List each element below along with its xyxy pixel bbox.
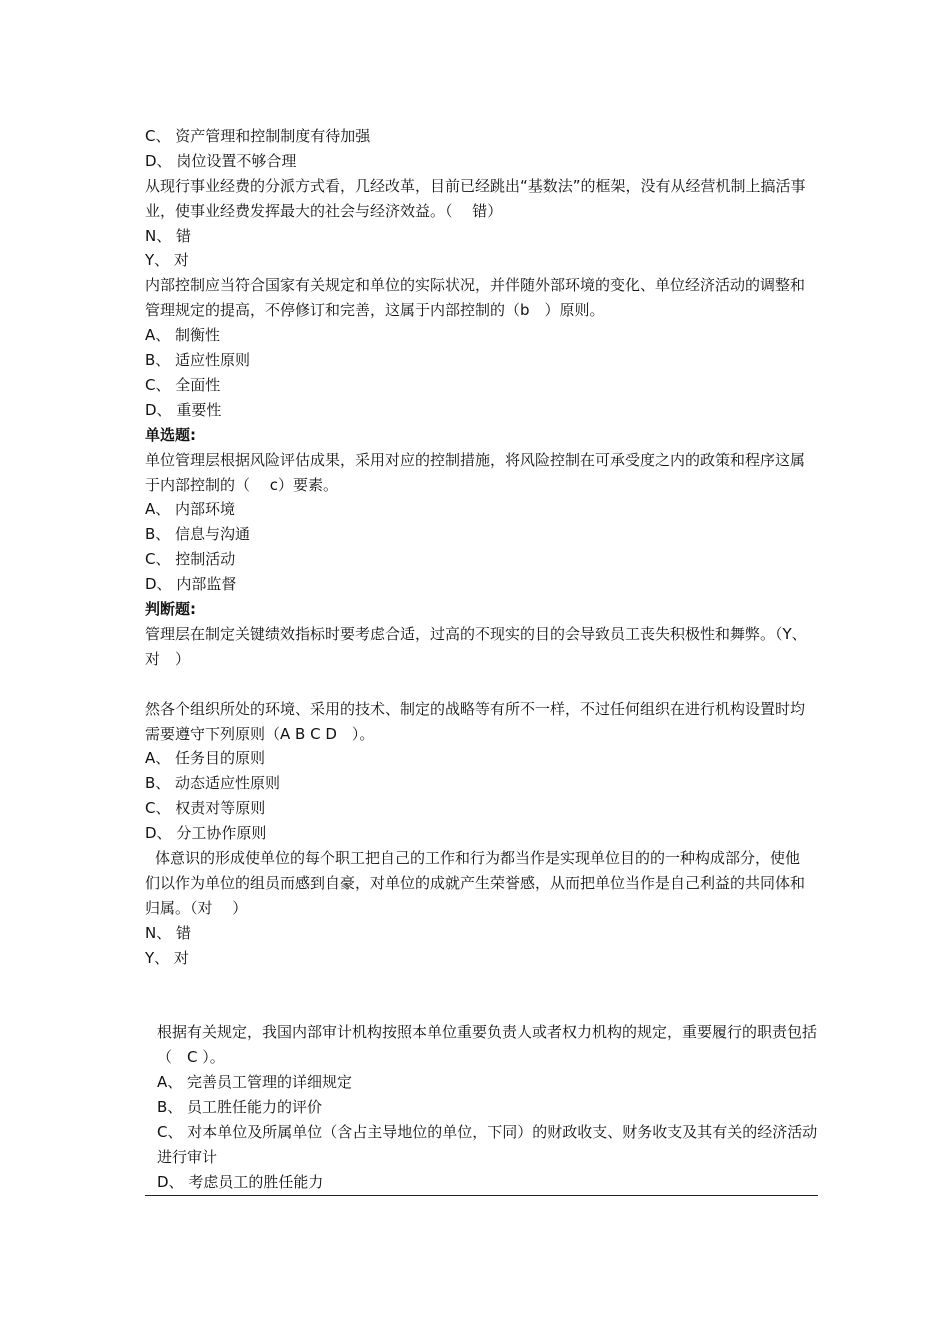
- option-b: B、 动态适应性原则: [145, 774, 281, 793]
- option-b: B、 适应性原则: [145, 351, 251, 370]
- option-b: B、 信息与沟通: [145, 525, 251, 544]
- option-c: C、 权责对等原则: [145, 799, 266, 818]
- option-c: C、 资产管理和控制制度有待加强: [145, 127, 371, 145]
- option-c: C、 对本单位及所属单位（含占主导地位的单位，下同）的财政收支、财务收支及其有关的经济活动进行审计: [157, 1122, 818, 1166]
- option-b: B、 员工胜任能力的评价: [157, 1097, 323, 1116]
- blank-line: [145, 672, 810, 697]
- question-text: 内部控制应当符合国家有关规定和单位的实际状况，并伴随外部环境的变化、单位经济活动的调整和管理规定的提高，不停修订和完善，这属于内部控制的（b ）原则。: [145, 276, 806, 320]
- section-heading-true-false: 判断题:: [145, 600, 196, 619]
- question-text: 管理层在制定关键绩效指标时要考虑合适，过高的不现实的目的会导致员工丧失积极性和舞弊。（Y、 对 ）: [145, 624, 807, 668]
- option-y: Y、 对: [145, 251, 189, 270]
- blank-line: [145, 995, 810, 1020]
- option-a: A、 任务目的原则: [145, 749, 266, 768]
- document-page: [145, 124, 818, 1196]
- option-d: D、 分工协作原则: [145, 824, 267, 843]
- option-n: N、 错: [145, 226, 191, 245]
- question-text: 然各个组织所处的环境、采用的技术、制定的战略等有所不一样，不过任何组织在进行机构设置时均需要遵守下列原则（A B C D ）。: [145, 699, 806, 743]
- option-n: N、 错: [145, 923, 191, 942]
- option-d: D、 内部监督: [145, 575, 237, 594]
- option-y: Y、 对: [145, 948, 189, 967]
- option-a: A、 完善员工管理的详细规定: [157, 1073, 353, 1092]
- option-d: D、 岗位设置不够合理: [145, 151, 297, 170]
- question-text: 单位管理层根据风险评估成果，采用对应的控制措施，将风险控制在可承受度之内的政策和程序这属于内部控制的（ c）要素。: [145, 450, 806, 494]
- question-block: [145, 1020, 818, 1195]
- option-c: C、 全面性: [145, 375, 221, 394]
- question-text: 体意识的形成使单位的每个职工把自己的工作和行为都当作是实现单位目的的一种构成部分，使他们以作为单位的组员而感到自豪，对单位的成就产生荣誉感，从而把单位当作是自己利益的共同体和归属。（对 ）: [145, 848, 806, 917]
- blank-line: [145, 970, 810, 995]
- option-d: D、 考虑员工的胜任能力: [157, 1172, 324, 1191]
- option-a: A、 制衡性: [145, 326, 221, 345]
- option-a: A、 内部环境: [145, 500, 236, 519]
- section-heading-single-choice: 单选题:: [145, 425, 196, 444]
- question-text: 从现行事业经费的分派方式看，几经改革，目前已经跳出“基数法”的框架，没有从经营机制上搞活事业，使事业经费发挥最大的社会与经济效益。（ 错）: [145, 176, 806, 220]
- option-d: D、 重要性: [145, 400, 222, 419]
- option-c: C、 控制活动: [145, 550, 236, 569]
- question-text: 根据有关规定，我国内部审计机构按照本单位重要负责人或者权力机构的规定，重要履行的职责包括（ C ）。: [157, 1023, 818, 1067]
